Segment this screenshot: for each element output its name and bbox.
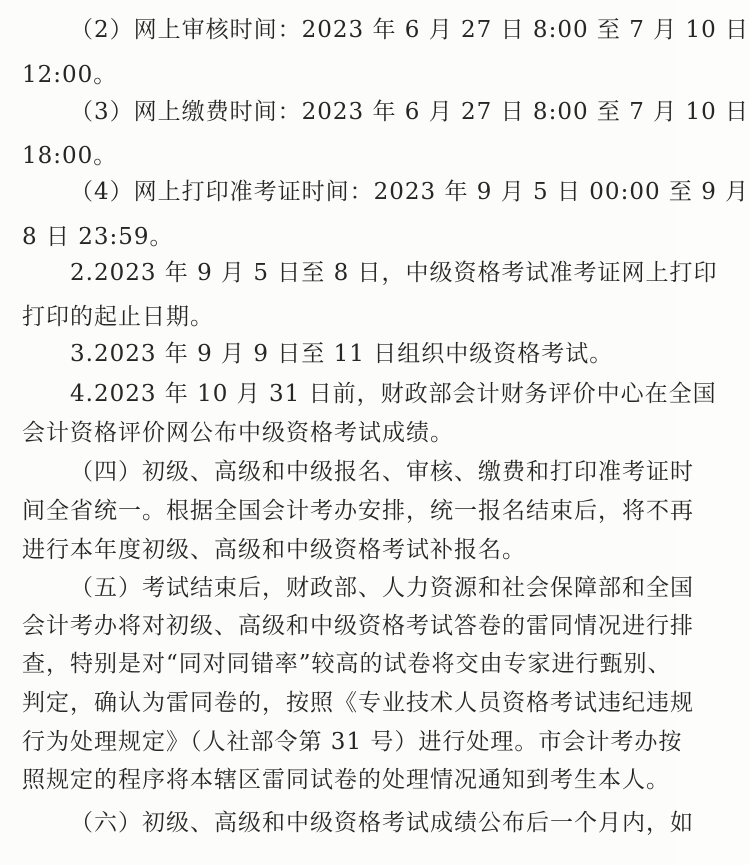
text-line: （2）网上审核时间：2023 年 6 月 27 日 8:00 至 7 月 10 日 <box>70 17 749 43</box>
text-line: 3.2023 年 9 月 9 日至 11 日组织中级资格考试。 <box>70 341 614 367</box>
text-line: 8 日 23:59。 <box>22 224 174 250</box>
text-line: 18:00。 <box>22 143 118 169</box>
text-line: 2.2023 年 9 月 5 日至 8 日，中级资格考试准考证网上打印 <box>70 260 718 286</box>
text-line: （4）网上打印准考证时间：2023 年 9 月 5 日 00:00 至 9 月 <box>70 179 749 205</box>
text-line: 行为处理规定》（人社部令第 31 号）进行处理。市会计考办按 <box>22 729 683 755</box>
text-line: 打印的起止日期。 <box>22 304 214 330</box>
text-line: 进行本年度初级、高级和中级资格考试补报名。 <box>22 537 526 563</box>
text-line: （四）初级、高级和中级报名、审核、缴费和打印准考证时 <box>70 459 694 485</box>
text-line: 间全省统一。根据全国会计考办安排，统一报名结束后，将不再 <box>22 498 694 524</box>
text-line: 会计资格评价网公布中级资格考试成绩。 <box>22 420 454 446</box>
text-line: 照规定的程序将本辖区雷同试卷的处理情况通知到考生本人。 <box>22 767 670 793</box>
text-line: 12:00。 <box>22 62 118 88</box>
text-line: （六）初级、高级和中级资格考试成绩公布后一个月内，如 <box>70 810 694 836</box>
text-line: 会计考办将对初级、高级和中级资格考试答卷的雷同情况进行排 <box>22 613 694 639</box>
text-line: 4.2023 年 10 月 31 日前，财政部会计财务评价中心在全国 <box>70 381 717 407</box>
text-line: （3）网上缴费时间：2023 年 6 月 27 日 8:00 至 7 月 10 日 <box>70 99 749 125</box>
text-line: 查，特别是对“同对同错率”较高的试卷将交由专家进行甄别、 <box>22 651 672 677</box>
text-line: （五）考试结束后，财政部、人力资源和社会保障部和全国 <box>70 575 694 601</box>
text-line: 判定，确认为雷同卷的，按照《专业技术人员资格考试违纪违规 <box>22 690 694 716</box>
